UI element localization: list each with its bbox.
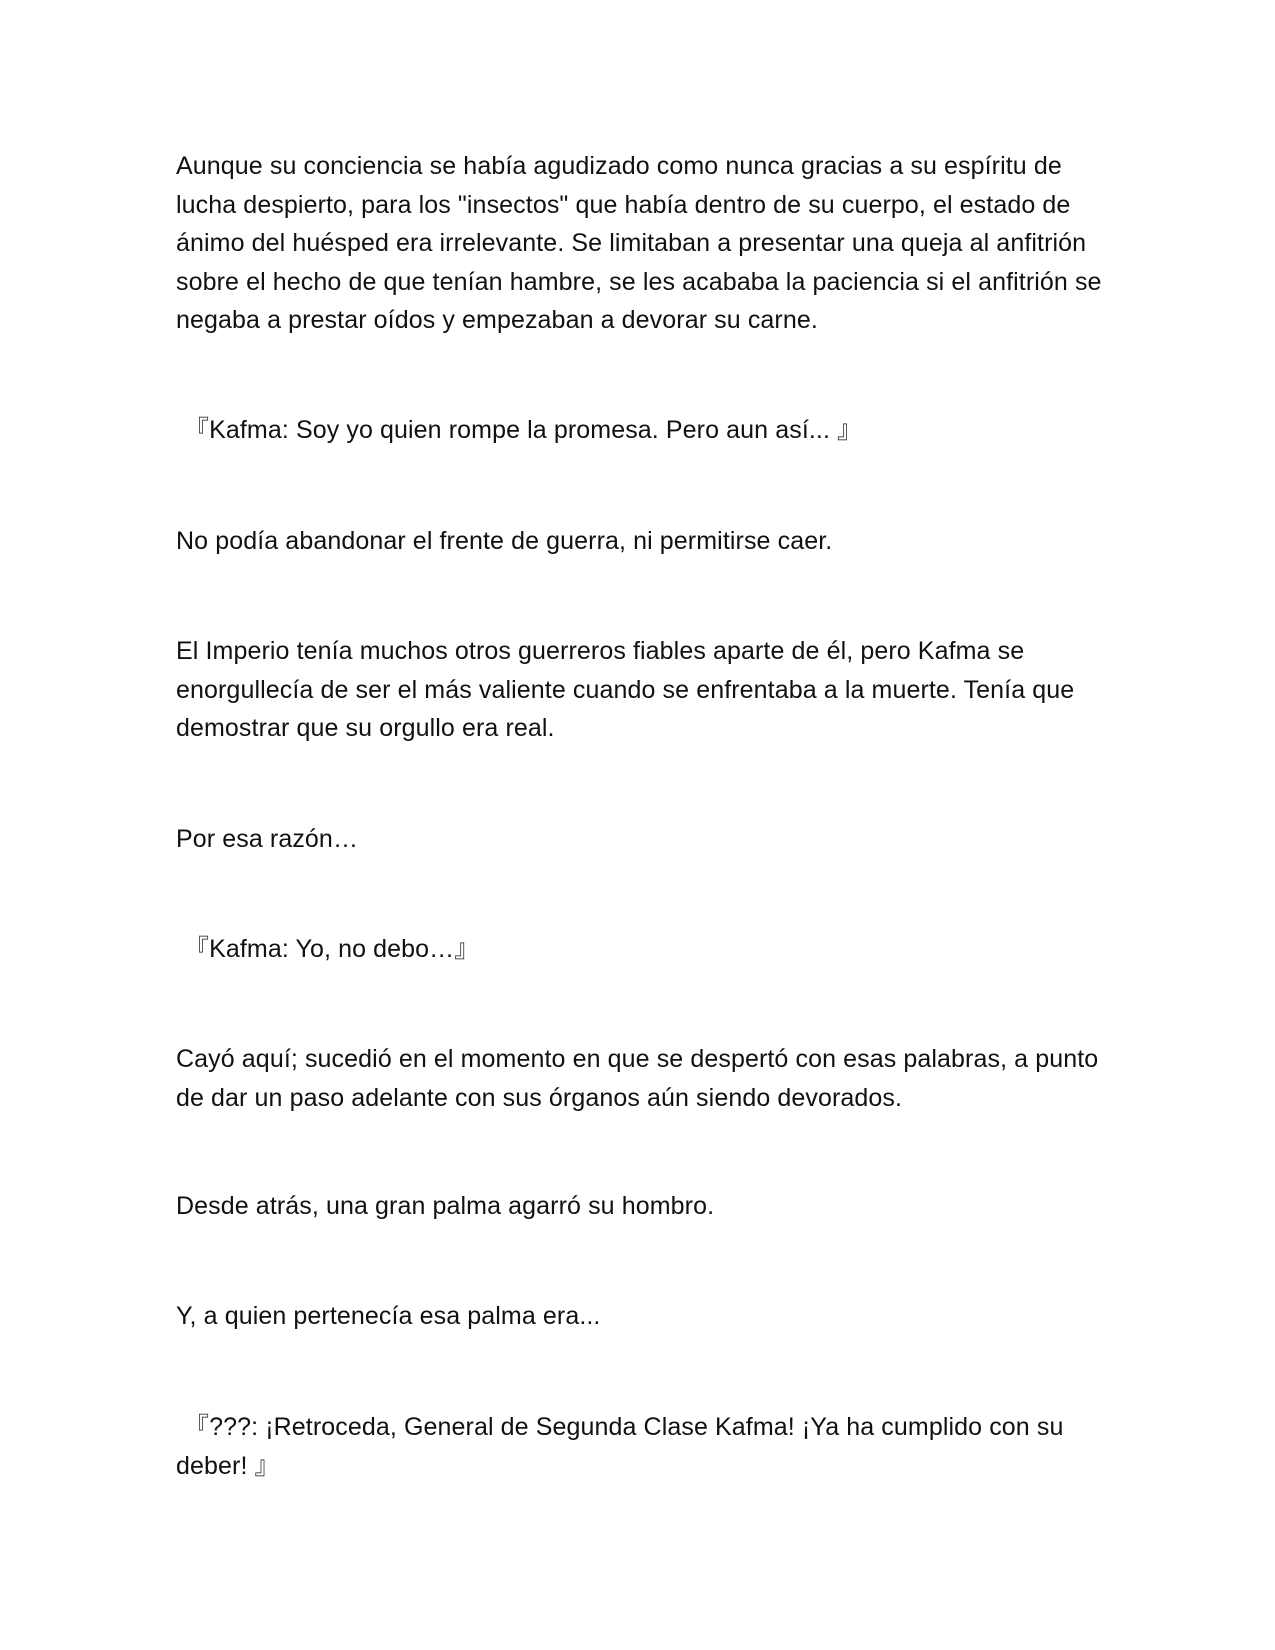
paragraph-narration-2: No podía abandonar el frente de guerra, ni permitirse caer. xyxy=(176,527,833,555)
paragraph-narration-7: Y, a quien pertenecía esa palma era... xyxy=(176,1302,601,1330)
paragraph-narration-4: Por esa razón… xyxy=(176,825,359,853)
paragraph-narration-3: El Imperio tenía muchos otros guerreros fiables aparte de él, pero Kafma se enorgullecía de ser el más valiente cuando se enfrentaba a la muerte. Tenía que demostrar que su orgullo era real. xyxy=(176,637,1075,742)
paragraph-narration-1: Aunque su conciencia se había agudizado como nunca gracias a su espíritu de lucha despierto, para los "insectos" que había dentro de su cuerpo, el estado de ánimo del huésped era irrelevante. Se limitaban a presentar una queja al anfitrión sobre el hecho de que tenían hambre, se les acababa la paciencia si el anfitrión se negaba a prestar oídos y empezaban a devorar su carne. xyxy=(176,152,1102,334)
paragraph-dialogue-unknown: 『???: ¡Retroceda, General de Segunda Clase Kafma! ¡Ya ha cumplido con su deber! 』 xyxy=(176,1413,1064,1480)
paragraph-narration-6: Desde atrás, una gran palma agarró su hombro. xyxy=(176,1192,715,1220)
paragraph-dialogue-kafma-2: 『Kafma: Yo, no debo…』 xyxy=(184,935,480,963)
paragraph-narration-5: Cayó aquí; sucedió en el momento en que se despertó con esas palabras, a punto de dar un paso adelante con sus órganos aún siendo devorados. xyxy=(176,1045,1099,1112)
paragraph-dialogue-kafma-1: 『Kafma: Soy yo quien rompe la promesa. Pero aun así... 』 xyxy=(184,416,863,444)
